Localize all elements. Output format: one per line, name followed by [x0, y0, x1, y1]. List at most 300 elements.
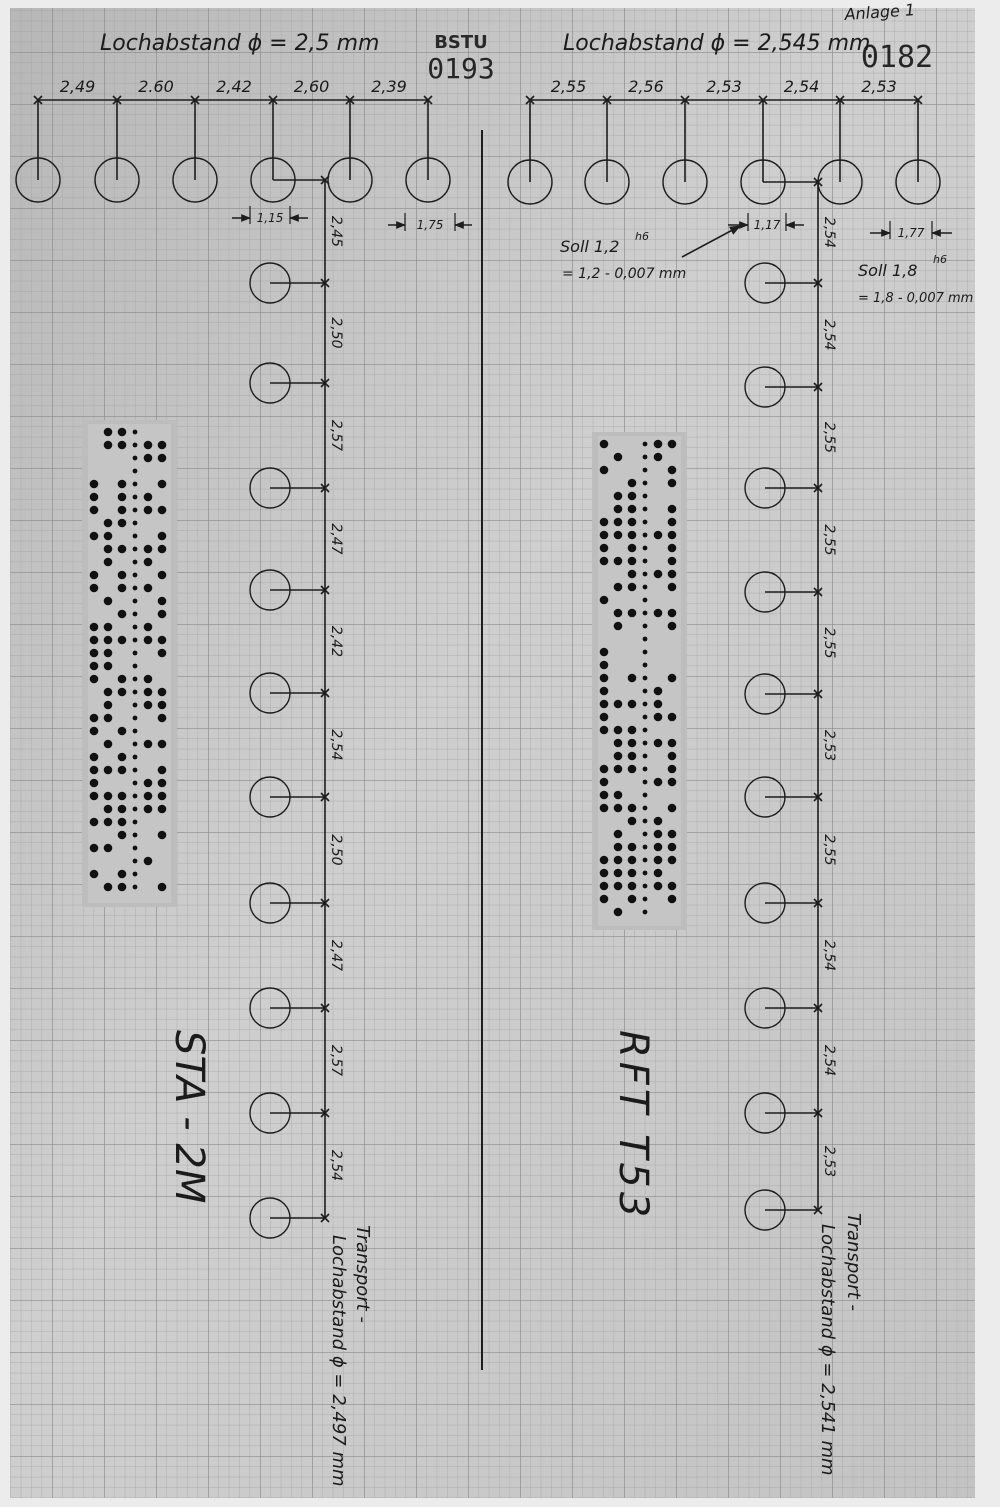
tape-data-hole	[118, 753, 127, 762]
tape-data-hole	[158, 545, 167, 554]
tape-data-hole	[90, 779, 99, 788]
tape-sprocket-hole	[133, 560, 138, 565]
tape-data-hole	[90, 623, 99, 632]
tape-data-hole	[118, 766, 127, 775]
annex-label: Anlage 1	[843, 0, 916, 24]
tape-data-hole	[600, 687, 609, 696]
tape-data-hole	[158, 883, 167, 892]
tape-data-hole	[104, 623, 113, 632]
tape-data-hole	[628, 765, 637, 774]
tape-data-hole	[668, 544, 677, 553]
right-transport-pitch-label: 2,54	[821, 319, 837, 351]
right-transport-pitch-label: 2,55	[821, 421, 837, 454]
tape-data-hole	[118, 688, 127, 697]
tape-sprocket-hole	[643, 741, 648, 746]
tape-data-hole	[614, 765, 623, 774]
tape-data-hole	[668, 804, 677, 813]
tape-data-hole	[600, 518, 609, 527]
tape-data-hole	[118, 480, 127, 489]
left-transport-caption-line2: Lochabstand ϕ = 2,497 mm	[328, 1235, 349, 1487]
tape-sprocket-hole	[643, 611, 648, 616]
tape-data-hole	[654, 531, 663, 540]
left-transport-pitch-label: 2,50	[328, 834, 344, 866]
tape-data-hole	[628, 570, 637, 579]
tape-data-hole	[104, 428, 113, 437]
tape-data-hole	[614, 609, 623, 618]
tape-data-hole	[600, 648, 609, 657]
tape-sprocket-hole	[133, 625, 138, 630]
tape-data-hole	[600, 765, 609, 774]
tape-data-hole	[144, 545, 153, 554]
tape-sprocket-hole	[133, 768, 138, 773]
tape-data-hole	[654, 856, 663, 865]
tape-data-hole	[600, 661, 609, 670]
tape-data-hole	[628, 557, 637, 566]
tape-data-hole	[614, 557, 623, 566]
tape-data-hole	[158, 610, 167, 619]
tape-data-hole	[654, 843, 663, 852]
tape-data-hole	[118, 493, 127, 502]
tape-data-hole	[600, 674, 609, 683]
tape-data-hole	[118, 883, 127, 892]
tape-sprocket-hole	[133, 482, 138, 487]
tape-data-hole	[668, 739, 677, 748]
tape-sprocket-hole	[643, 598, 648, 603]
tape-data-hole	[628, 544, 637, 553]
tape-data-hole	[158, 831, 167, 840]
tape-data-hole	[668, 843, 677, 852]
left-pitch-label: 2.60	[138, 77, 174, 96]
tape-data-hole	[614, 882, 623, 891]
right-pitch-label: 2,53	[861, 77, 897, 96]
tape-data-hole	[144, 454, 153, 463]
tape-data-hole	[668, 830, 677, 839]
tape-sprocket-hole	[643, 819, 648, 824]
tape-data-hole	[614, 869, 623, 878]
tape-sprocket-hole	[643, 676, 648, 681]
tape-data-hole	[104, 649, 113, 658]
tape-data-hole	[90, 766, 99, 775]
tape-sprocket-hole	[643, 624, 648, 629]
tape-sprocket-hole	[643, 481, 648, 486]
tape-sprocket-hole	[133, 547, 138, 552]
right-transport-pitch-label: 2,54	[821, 1044, 837, 1077]
tape-data-hole	[158, 779, 167, 788]
tape-sprocket-hole	[133, 638, 138, 643]
tape-data-hole	[158, 688, 167, 697]
tape-sprocket-hole	[643, 455, 648, 460]
tape-sprocket-hole	[643, 780, 648, 785]
tape-sprocket-hole	[133, 651, 138, 656]
tape-data-hole	[628, 609, 637, 618]
tape-data-hole	[600, 791, 609, 800]
tape-data-hole	[118, 727, 127, 736]
tape-data-hole	[158, 480, 167, 489]
tape-data-hole	[628, 518, 637, 527]
tape-data-hole	[118, 571, 127, 580]
tape-data-hole	[668, 440, 677, 449]
tape-data-hole	[104, 532, 113, 541]
left-tape-sample	[82, 420, 177, 907]
tape-data-hole	[104, 792, 113, 801]
tape-data-hole	[118, 441, 127, 450]
tape-sprocket-hole	[133, 586, 138, 591]
tape-data-hole	[90, 714, 99, 723]
tape-sprocket-hole	[643, 559, 648, 564]
tape-sprocket-hole	[643, 546, 648, 551]
tape-data-hole	[90, 571, 99, 580]
tape-data-hole	[90, 480, 99, 489]
tape-data-hole	[628, 895, 637, 904]
tape-data-hole	[118, 506, 127, 515]
tape-sprocket-hole	[133, 872, 138, 877]
tape-data-hole	[654, 778, 663, 787]
right-transport-caption-line2: Lochabstand ϕ = 2,541 mm	[817, 1224, 838, 1476]
tape-data-hole	[118, 545, 127, 554]
left-transport-pitch-label: 2,54	[328, 729, 344, 761]
tape-data-hole	[628, 583, 637, 592]
tape-data-hole	[654, 830, 663, 839]
tape-data-hole	[600, 778, 609, 787]
tape-data-hole	[614, 700, 623, 709]
tape-data-hole	[600, 557, 609, 566]
left-device-label: STA - 2M	[166, 1030, 212, 1204]
left-heading: Lochabstand ϕ = 2,5 mm	[100, 31, 380, 56]
tape-sprocket-hole	[133, 794, 138, 799]
tape-data-hole	[600, 882, 609, 891]
tape-sprocket-hole	[643, 871, 648, 876]
tape-sprocket-hole	[133, 859, 138, 864]
tape-sprocket-hole	[643, 806, 648, 811]
tape-data-hole	[614, 492, 623, 501]
tape-data-hole	[118, 792, 127, 801]
tape-data-hole	[628, 674, 637, 683]
tape-data-hole	[104, 883, 113, 892]
tape-data-hole	[144, 675, 153, 684]
tape-data-hole	[158, 792, 167, 801]
tape-data-hole	[158, 571, 167, 580]
right-large-hole-diameter-label: 1,77	[897, 226, 925, 240]
tape-data-hole	[104, 441, 113, 450]
tape-data-hole	[628, 700, 637, 709]
tape-data-hole	[104, 805, 113, 814]
tape-data-hole	[668, 609, 677, 618]
tape-sprocket-hole	[133, 456, 138, 461]
tape-sprocket-hole	[643, 897, 648, 902]
tape-data-hole	[654, 440, 663, 449]
tape-data-hole	[118, 831, 127, 840]
tape-data-hole	[104, 766, 113, 775]
tape-sprocket-hole	[643, 702, 648, 707]
tape-data-hole	[118, 428, 127, 437]
tape-data-hole	[614, 518, 623, 527]
tape-data-hole	[628, 804, 637, 813]
tape-sprocket-hole	[133, 716, 138, 721]
right-small-hole-diameter-label: 1,17	[753, 218, 781, 232]
tape-sprocket-hole	[133, 742, 138, 747]
tape-data-hole	[144, 493, 153, 502]
tape-data-hole	[104, 636, 113, 645]
tape-sprocket-hole	[643, 845, 648, 850]
tape-data-hole	[628, 843, 637, 852]
tape-data-hole	[104, 701, 113, 710]
tape-sprocket-hole	[643, 754, 648, 759]
left-transport-pitch-label: 2,57	[328, 1044, 344, 1077]
tape-data-hole	[144, 740, 153, 749]
tape-sprocket-hole	[133, 677, 138, 682]
right-pitch-label: 2,54	[783, 77, 820, 96]
tape-data-hole	[600, 856, 609, 865]
tape-sprocket-hole	[133, 703, 138, 708]
tape-sprocket-hole	[133, 599, 138, 604]
tape-data-hole	[628, 752, 637, 761]
tape-data-hole	[104, 714, 113, 723]
tape-sprocket-hole	[133, 755, 138, 760]
tape-data-hole	[654, 869, 663, 878]
tape-data-hole	[668, 765, 677, 774]
tape-data-hole	[614, 505, 623, 514]
tape-data-hole	[614, 453, 623, 462]
tape-data-hole	[104, 740, 113, 749]
tape-data-hole	[158, 454, 167, 463]
tape-data-hole	[628, 856, 637, 865]
tape-data-hole	[668, 518, 677, 527]
tape-sprocket-hole	[643, 637, 648, 642]
tape-data-hole	[90, 532, 99, 541]
tape-data-hole	[600, 466, 609, 475]
tape-data-hole	[158, 441, 167, 450]
tape-data-hole	[158, 766, 167, 775]
tape-data-hole	[158, 532, 167, 541]
left-small-hole-diameter-label: 1,15	[256, 211, 284, 225]
tape-sprocket-hole	[643, 468, 648, 473]
tape-data-hole	[614, 622, 623, 631]
tape-data-hole	[628, 882, 637, 891]
tape-data-hole	[158, 701, 167, 710]
tape-sprocket-hole	[133, 573, 138, 578]
tape-data-hole	[668, 882, 677, 891]
tape-sprocket-hole	[133, 495, 138, 500]
tape-sprocket-hole	[133, 534, 138, 539]
right-transport-pitch-label: 2,55	[821, 524, 837, 556]
tape-sprocket-hole	[643, 858, 648, 863]
tape-data-hole	[654, 570, 663, 579]
tape-data-hole	[104, 818, 113, 827]
tape-data-hole	[668, 466, 677, 475]
tape-data-hole	[628, 817, 637, 826]
tape-data-hole	[600, 869, 609, 878]
tape-sprocket-hole	[643, 689, 648, 694]
left-large-hole-diameter-label: 1,75	[416, 218, 444, 232]
left-pitch-label: 2,42	[216, 77, 252, 96]
tape-sprocket-hole	[133, 846, 138, 851]
tape-data-hole	[600, 713, 609, 722]
tape-data-hole	[90, 753, 99, 762]
right-transport-pitch-label: 2,53	[821, 729, 837, 762]
tape-data-hole	[90, 636, 99, 645]
tape-data-hole	[158, 805, 167, 814]
tape-data-hole	[668, 778, 677, 787]
tape-data-hole	[90, 870, 99, 879]
tape-data-hole	[668, 505, 677, 514]
tape-data-hole	[614, 752, 623, 761]
tape-data-hole	[118, 870, 127, 879]
tape-data-hole	[144, 584, 153, 593]
left-transport-pitch-label: 2,50	[328, 317, 344, 349]
tape-data-hole	[144, 805, 153, 814]
tape-data-hole	[104, 545, 113, 554]
tape-data-hole	[654, 713, 663, 722]
tape-data-hole	[614, 843, 623, 852]
tape-data-hole	[614, 791, 623, 800]
tape-data-hole	[654, 739, 663, 748]
tape-data-hole	[144, 857, 153, 866]
tape-data-hole	[104, 558, 113, 567]
tape-data-hole	[628, 869, 637, 878]
tape-sprocket-hole	[643, 767, 648, 772]
right-heading: Lochabstand ϕ = 2,545 mm	[563, 31, 871, 56]
large-hole-spec: Soll 1,8	[858, 261, 918, 280]
right-transport-pitch-label: 2,53	[821, 1145, 837, 1178]
tape-sprocket-hole	[643, 728, 648, 733]
tape-data-hole	[90, 493, 99, 502]
right-transport-pitch-label: 2,54	[821, 939, 837, 972]
tape-data-hole	[158, 714, 167, 723]
tape-data-hole	[654, 882, 663, 891]
left-pitch-label: 2,60	[293, 77, 330, 96]
tape-data-hole	[668, 531, 677, 540]
tape-sprocket-hole	[643, 715, 648, 720]
left-transport-pitch-label: 2,45	[328, 215, 344, 248]
tape-data-hole	[654, 817, 663, 826]
tape-data-hole	[668, 674, 677, 683]
tape-sprocket-hole	[133, 690, 138, 695]
tape-sprocket-hole	[643, 832, 648, 837]
tape-data-hole	[90, 818, 99, 827]
tape-sprocket-hole	[133, 820, 138, 825]
tape-data-hole	[654, 609, 663, 618]
tape-data-hole	[158, 740, 167, 749]
tape-data-hole	[118, 818, 127, 827]
large-hole-spec-value: = 1,8 - 0,007 mm	[858, 291, 974, 306]
tape-data-hole	[628, 726, 637, 735]
tape-data-hole	[90, 584, 99, 593]
tape-data-hole	[614, 830, 623, 839]
archive-stamp-number: 0182	[860, 40, 934, 75]
tape-data-hole	[600, 440, 609, 449]
tape-data-hole	[668, 479, 677, 488]
right-transport-pitch-label: 2,54	[821, 216, 837, 249]
tape-data-hole	[90, 675, 99, 684]
tape-data-hole	[668, 713, 677, 722]
tape-data-hole	[118, 805, 127, 814]
tape-data-hole	[118, 519, 127, 528]
tape-data-hole	[158, 649, 167, 658]
tape-sprocket-hole	[133, 469, 138, 474]
tape-sprocket-hole	[643, 650, 648, 655]
tape-data-hole	[654, 700, 663, 709]
tape-data-hole	[144, 441, 153, 450]
tape-data-hole	[144, 701, 153, 710]
tape-data-hole	[90, 649, 99, 658]
tape-sprocket-hole	[643, 884, 648, 889]
bstu-stamp-label: BSTU	[434, 32, 488, 53]
tape-data-hole	[90, 506, 99, 515]
tape-data-hole	[118, 636, 127, 645]
tape-data-hole	[614, 739, 623, 748]
tape-sprocket-hole	[133, 612, 138, 617]
large-hole-tolerance: h6	[933, 253, 947, 266]
left-transport-pitch-label: 2,42	[328, 625, 344, 658]
tape-data-hole	[158, 506, 167, 515]
right-pitch-label: 2,55	[550, 77, 587, 96]
tape-data-hole	[628, 492, 637, 501]
left-pitch-label: 2,49	[59, 77, 96, 96]
tape-data-hole	[628, 505, 637, 514]
right-device-label: RFT T53	[610, 1030, 656, 1222]
tape-data-hole	[90, 727, 99, 736]
tape-sprocket-hole	[643, 507, 648, 512]
left-transport-pitch-label: 2,47	[328, 939, 344, 972]
tape-data-hole	[668, 557, 677, 566]
tape-data-hole	[144, 792, 153, 801]
tape-data-hole	[104, 519, 113, 528]
tape-sprocket-hole	[643, 572, 648, 577]
tape-data-hole	[90, 662, 99, 671]
tape-data-hole	[668, 583, 677, 592]
tape-sprocket-hole	[133, 729, 138, 734]
tape-data-hole	[668, 570, 677, 579]
tape-data-hole	[104, 597, 113, 606]
tape-data-hole	[158, 636, 167, 645]
tape-sprocket-hole	[643, 793, 648, 798]
left-transport-pitch-label: 2,57	[328, 419, 344, 452]
tape-sprocket-hole	[133, 443, 138, 448]
tape-sprocket-hole	[133, 508, 138, 513]
tape-data-hole	[104, 688, 113, 697]
tape-sprocket-hole	[133, 833, 138, 838]
right-transport-pitch-label: 2,55	[821, 834, 837, 866]
tape-data-hole	[144, 506, 153, 515]
tape-sprocket-hole	[133, 807, 138, 812]
left-transport-pitch-label: 2,47	[328, 523, 344, 555]
tape-data-hole	[600, 895, 609, 904]
tape-data-hole	[144, 623, 153, 632]
tape-data-hole	[118, 610, 127, 619]
tape-sprocket-hole	[133, 664, 138, 669]
tape-data-hole	[600, 596, 609, 605]
tape-data-hole	[628, 531, 637, 540]
tape-data-hole	[90, 844, 99, 853]
tape-data-hole	[614, 856, 623, 865]
right-transport-pitch-label: 2,55	[821, 627, 837, 659]
left-transport-pitch-label: 2,54	[328, 1149, 344, 1182]
tape-data-hole	[654, 453, 663, 462]
tape-data-hole	[600, 531, 609, 540]
tape-data-hole	[614, 726, 623, 735]
tape-data-hole	[600, 726, 609, 735]
right-pitch-label: 2,53	[706, 77, 742, 96]
tape-data-hole	[104, 662, 113, 671]
tape-sprocket-hole	[133, 885, 138, 890]
tape-data-hole	[668, 856, 677, 865]
tape-data-hole	[614, 908, 623, 917]
tape-data-hole	[144, 636, 153, 645]
right-transport-caption-line1: Transport -	[843, 1213, 864, 1311]
right-pitch-label: 2,56	[628, 77, 664, 96]
tape-data-hole	[144, 688, 153, 697]
tape-data-hole	[600, 700, 609, 709]
